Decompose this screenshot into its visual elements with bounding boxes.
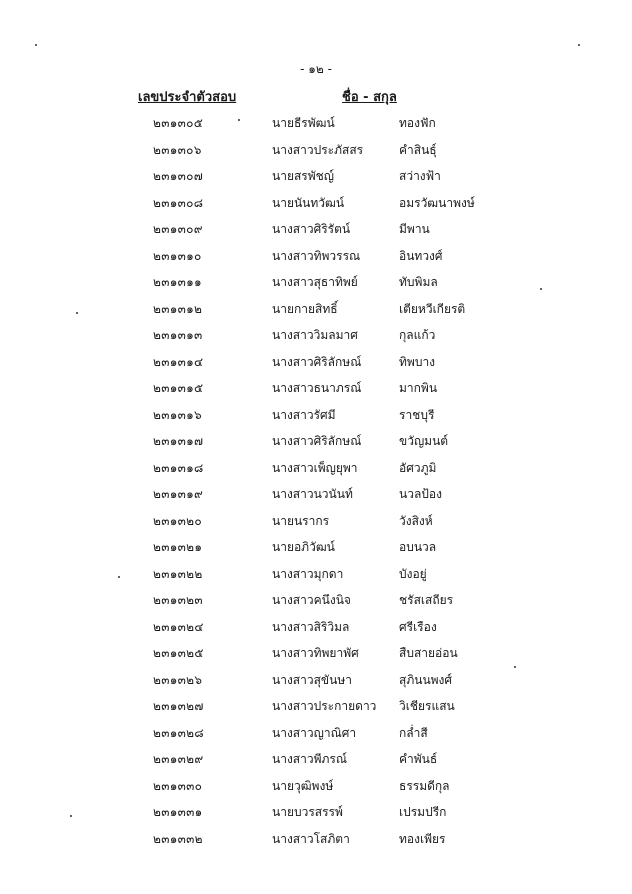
exam-id: ๒๓๑๓๒๔	[153, 619, 204, 634]
scan-speck	[70, 815, 72, 817]
title-and-first-name: นางสาวสิริวิมล	[272, 619, 350, 634]
exam-id: ๒๓๑๓๒๕	[153, 646, 204, 660]
table-row	[0, 773, 632, 800]
table-row	[0, 587, 632, 614]
last-name: ทองเพียร	[399, 831, 446, 846]
last-name: คำพันธ์	[399, 752, 438, 766]
last-name: อินทวงศ์	[399, 248, 443, 263]
exam-id: ๒๓๑๓๐๕	[153, 116, 204, 130]
table-row	[0, 614, 632, 641]
exam-id: ๒๓๑๓๑๒	[153, 301, 203, 316]
scan-speck	[35, 44, 37, 46]
title-and-first-name: นางสาวศิริลักษณ์	[272, 434, 362, 448]
table-row	[0, 534, 632, 561]
table-row	[0, 322, 632, 349]
title-and-first-name: นางสาววิมลมาศ	[272, 328, 358, 342]
exam-id: ๒๓๑๓๑๕	[153, 381, 204, 395]
title-and-first-name: นายนรากร	[272, 513, 330, 528]
candidate-list	[0, 110, 632, 852]
title-and-first-name: นางสาวเพ็ญยุพา	[272, 460, 358, 475]
table-row	[0, 243, 632, 270]
page-number: - ๑๒ -	[300, 62, 332, 76]
scan-speck	[514, 666, 516, 668]
title-and-first-name: นายบวรสรรพ์	[272, 805, 343, 819]
exam-id: ๒๓๑๓๐๗	[153, 169, 204, 183]
title-and-first-name: นางสาวประภัสสร	[272, 142, 364, 157]
table-row	[0, 137, 632, 164]
table-row	[0, 190, 632, 217]
exam-id: ๒๓๑๓๑๐	[153, 248, 202, 263]
exam-id: ๒๓๑๓๓๐	[153, 778, 203, 793]
title-and-first-name: นางสาวประกายดาว	[272, 699, 377, 713]
exam-id: ๒๓๑๓๓๑	[153, 805, 203, 819]
title-and-first-name: นางสาวทิพยาพัศ	[272, 646, 359, 660]
title-and-first-name: นายธีรพัฒน์	[272, 116, 335, 130]
exam-id: ๒๓๑๓๑๖	[153, 407, 202, 422]
table-row	[0, 269, 632, 296]
last-name: เปรมปรีก	[399, 805, 447, 819]
title-and-first-name: นางสาวสุธาทิพย์	[272, 275, 358, 289]
last-name: ทิพบาง	[399, 354, 436, 369]
table-row	[0, 428, 632, 455]
last-name: มีพาน	[399, 222, 430, 236]
exam-id: ๒๓๑๓๑๗	[153, 434, 204, 448]
last-name: อัศวภูมิ	[399, 460, 437, 475]
scan-speck	[578, 44, 580, 46]
table-row	[0, 349, 632, 376]
exam-id: ๒๓๑๓๐๘	[153, 195, 204, 210]
exam-id: ๒๓๑๓๒๖	[153, 672, 203, 687]
scan-speck	[238, 119, 240, 121]
exam-id-column-header: เลขประจำตัวสอบ	[138, 90, 237, 105]
exam-id: ๒๓๑๓๐๙	[153, 222, 203, 236]
last-name: ศรีเรือง	[399, 619, 437, 634]
table-row	[0, 508, 632, 535]
title-and-first-name: นางสาวศิริลักษณ์	[272, 354, 362, 369]
table-row	[0, 481, 632, 508]
last-name: สุภินนพงศ์	[399, 672, 453, 687]
table-row	[0, 375, 632, 402]
last-name: ราชบุรี	[399, 407, 435, 422]
title-and-first-name: นางสาวญาณิศา	[272, 725, 357, 740]
last-name: อบนวล	[399, 540, 437, 554]
last-name: กุลแก้ว	[399, 328, 436, 342]
last-name: ขวัญมนต์	[399, 434, 449, 448]
last-name: บังอยู่	[399, 566, 427, 581]
last-name: คำสินธุ์	[399, 142, 437, 157]
title-and-first-name: นางสาวพีภรณ์	[272, 752, 347, 766]
title-and-first-name: นางสาวสุขันษา	[272, 672, 352, 687]
title-and-first-name: นายสรพัชญ์	[272, 169, 335, 183]
title-and-first-name: นางสาวคนึงนิจ	[272, 593, 351, 607]
last-name: ธรรมดีกุล	[399, 778, 450, 793]
title-and-first-name: นางสาวนวนันท์	[272, 487, 353, 501]
exam-id: ๒๓๑๓๒๑	[153, 540, 203, 554]
exam-id: ๒๓๑๓๑๘	[153, 460, 204, 475]
exam-id: ๒๓๑๓๒๒	[153, 566, 203, 581]
last-name: ทองฟัก	[399, 116, 436, 130]
table-row	[0, 296, 632, 323]
table-row	[0, 216, 632, 243]
last-name: วังสิงห์	[399, 513, 433, 528]
table-row	[0, 667, 632, 694]
exam-id: ๒๓๑๓๒๓	[153, 593, 203, 607]
last-name: วิเชียรแสน	[399, 699, 455, 713]
last-name: สว่างฟ้า	[399, 169, 441, 183]
last-name: อมรวัฒนาพงษ์	[399, 195, 475, 210]
title-and-first-name: นายนันทวัฒน์	[272, 195, 345, 210]
title-and-first-name: นางสาวทิพวรรณ	[272, 248, 361, 263]
table-row	[0, 402, 632, 429]
scan-speck	[118, 576, 120, 578]
last-name: มากพิน	[399, 381, 438, 395]
last-name: ชรัสเสถียร	[399, 593, 454, 607]
exam-id: ๒๓๑๓๑๔	[153, 354, 204, 369]
table-row	[0, 640, 632, 667]
exam-id: ๒๓๑๓๐๖	[153, 142, 202, 157]
title-and-first-name: นายกายสิทธิ์	[272, 301, 338, 316]
exam-id: ๒๓๑๓๒๘	[153, 725, 204, 740]
table-row	[0, 746, 632, 773]
table-row	[0, 110, 632, 137]
exam-id: ๒๓๑๓๒๙	[153, 752, 204, 766]
exam-id: ๒๓๑๓๑๙	[153, 487, 204, 501]
table-row	[0, 693, 632, 720]
table-row	[0, 826, 632, 853]
exam-id: ๒๓๑๓๒๗	[153, 699, 204, 713]
table-row	[0, 561, 632, 588]
title-and-first-name: นางสาวรัศมี	[272, 407, 336, 422]
exam-id: ๒๓๑๓๑๑	[153, 275, 202, 289]
last-name: เตียหวีเกียรติ	[399, 301, 466, 316]
last-name: กล่ำสี	[399, 725, 428, 740]
exam-id: ๒๓๑๓๓๒	[153, 831, 203, 846]
exam-id: ๒๓๑๓๒๐	[153, 513, 202, 528]
table-row	[0, 720, 632, 747]
last-name: นวลป้อง	[399, 487, 442, 501]
scan-speck	[76, 312, 78, 314]
scan-speck	[540, 288, 542, 290]
title-and-first-name: นางสาวมุกดา	[272, 566, 344, 581]
title-and-first-name: นายวุฒิพงษ์	[272, 778, 334, 793]
last-name: สืบสายอ่อน	[399, 646, 458, 660]
table-row	[0, 163, 632, 190]
title-and-first-name: นายอภิวัฒน์	[272, 540, 335, 554]
title-and-first-name: นางสาวศิริรัตน์	[272, 222, 351, 236]
table-row	[0, 799, 632, 826]
title-and-first-name: นางสาวโสภิตา	[272, 831, 350, 846]
exam-id: ๒๓๑๓๑๓	[153, 328, 203, 342]
last-name: ทับพิมล	[399, 275, 438, 289]
table-row	[0, 455, 632, 482]
title-and-first-name: นางสาวธนาภรณ์	[272, 381, 362, 395]
table-header	[0, 86, 632, 106]
full-name-column-header: ชื่อ - สกุล	[342, 90, 397, 105]
